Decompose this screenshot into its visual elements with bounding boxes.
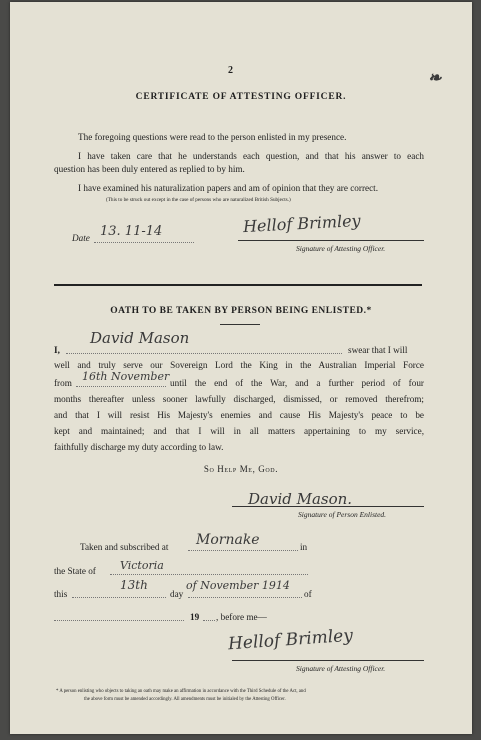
certificate-para2-line2: question has been duly entered as replied to by him.	[54, 164, 245, 174]
before-me: , before me—	[216, 612, 267, 622]
oath-line7: faithfully discharge my duty according to law.	[54, 442, 224, 452]
so-help-me-god: So Help Me, God.	[203, 464, 279, 474]
pen-mark: ❧	[428, 68, 442, 87]
certificate-note: (This to be struck out except in the case of persons who are naturalized British Subjects.)	[106, 197, 291, 203]
oath-line3: until the end of the War, and a further period of four	[170, 378, 424, 388]
from-date-line	[76, 386, 166, 387]
officer-signature-caption: Signature of Attesting Officer.	[296, 664, 386, 673]
place-value: Mornake	[196, 532, 260, 548]
place-line	[188, 550, 298, 551]
oath-line5: and that I will resist His Majesty's enemies and cause His Majesty's peace to be	[54, 410, 424, 420]
oath-line6: kept and maintained; and that I will in all matters appertaining to my service,	[54, 426, 424, 436]
attesting-officer-caption: Signature of Attesting Officer.	[296, 244, 386, 253]
oath-line4: months thereafter unless sooner lawfully discharged, dismissed, or removed therefrom;	[54, 394, 424, 404]
oath-title-rule	[220, 324, 260, 325]
month-line	[188, 597, 302, 598]
of-label: of	[304, 589, 312, 599]
enlistee-name: David Mason	[90, 329, 190, 347]
day-line	[72, 597, 166, 598]
oath-title: OATH TO BE TAKEN BY PERSON BEING ENLISTED.*	[110, 306, 372, 316]
nineteen-label: 19	[190, 612, 200, 622]
officer-signature: Hellof Brimley	[227, 625, 354, 655]
enlistee-signature: David Mason.	[248, 490, 353, 508]
date-label: Date	[72, 233, 90, 243]
oath-swear: swear that I will	[348, 345, 408, 355]
certificate-para2-line1: I have taken care that he understands each question, and that his answer to each	[78, 151, 424, 161]
attesting-officer-signature: Hellof Brimley	[242, 210, 362, 237]
oath-i-label: I,	[54, 345, 60, 355]
year-line	[203, 620, 215, 621]
certificate-para1: The foregoing questions were read to the person enlisted in my presence.	[78, 132, 347, 142]
certificate-para3: I have examined his naturalization papers and am of opinion that they are correct.	[78, 183, 379, 193]
state-label: the State of	[54, 566, 96, 576]
state-line	[110, 574, 308, 575]
enlistee-signature-caption: Signature of Person Enlisted.	[298, 510, 387, 519]
oath-line2: well and truly serve our Sovereign Lord the King in the Australian Imperial Force	[54, 360, 424, 370]
state-value: Victoria	[120, 559, 164, 572]
date-line	[94, 242, 194, 243]
certificate-title: CERTIFICATE OF ATTESTING OFFICER.	[135, 92, 347, 102]
this-label: this	[54, 589, 68, 599]
from-date: 16th November	[82, 370, 170, 383]
in-label: in	[300, 542, 308, 552]
footnote-line1: * A person enlisting who objects to taking an oath may make an affirmation in accordance with the Third Schedule of the Act, and	[56, 689, 306, 694]
page-number: 2	[228, 65, 233, 76]
month-value: of November 1914	[186, 579, 290, 592]
signature-line	[238, 240, 424, 241]
footnote-line2: the above form must be amended accordingly. All amendments must be initialed by the Attesting Officer.	[84, 697, 286, 702]
taken-label: Taken and subscribed at	[80, 542, 169, 552]
section-divider	[54, 284, 422, 286]
oath-from-label: from	[54, 378, 72, 388]
date-value: 13. 11-14	[100, 224, 163, 239]
blank-line	[54, 620, 184, 621]
day-label: day	[170, 589, 184, 599]
name-line	[66, 353, 342, 354]
officer-signature-line	[232, 660, 424, 661]
attestation-page	[10, 2, 472, 734]
enlistee-signature-line	[232, 506, 424, 507]
day-value: 13th	[120, 578, 148, 592]
